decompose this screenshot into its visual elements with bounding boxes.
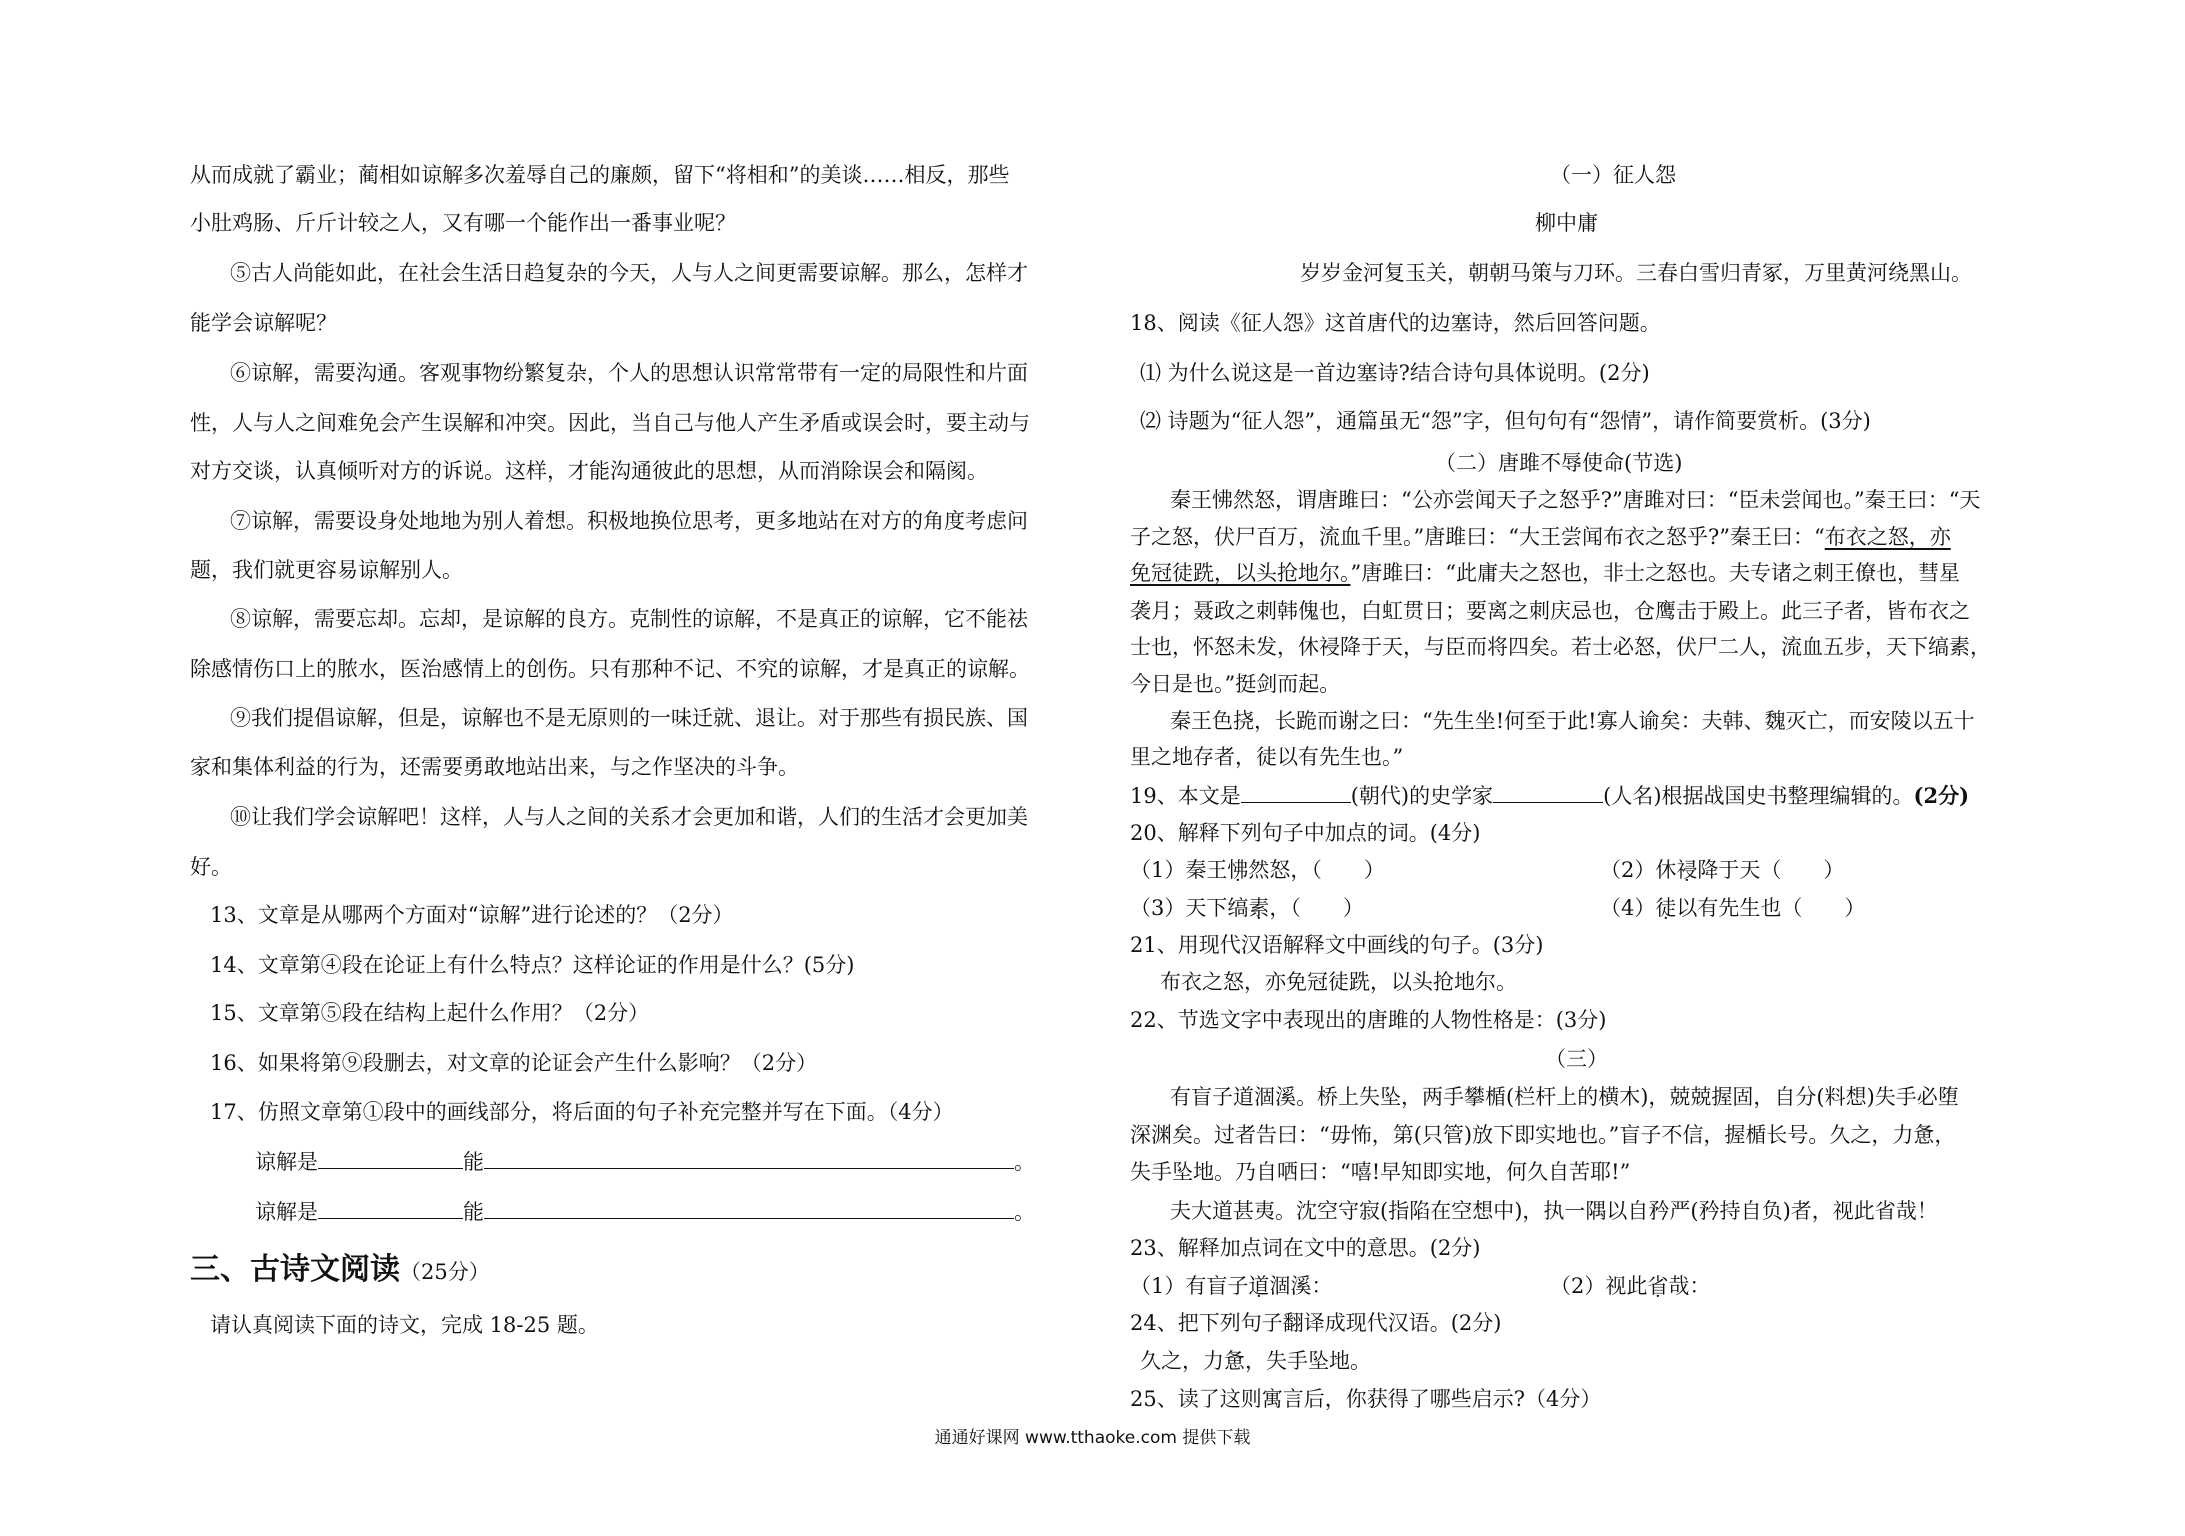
question-20-1	[1130, 855, 1385, 885]
answer-blank[interactable]	[318, 1196, 463, 1219]
para-9-line: 家和集体利益的行为，还需要勇敢地站出来，与之作坚决的斗争。	[190, 755, 799, 779]
question-19-score: (2分)	[1913, 783, 1969, 808]
question-18-2: ⑵ 诗题为“征人怨”，通篇虽无“怨”字，但句句有“怨情”，请作简要赏析。(3分)	[1140, 409, 1871, 433]
question-20: 20、解释下列句子中加点的词。(4分)	[1130, 821, 1481, 845]
para-10-line: ⑩让我们学会谅解吧！这样，人与人之间的关系才会更加和谐，人们的生活才会更加美	[230, 805, 1028, 829]
dotted-word: 素	[1248, 896, 1270, 920]
text-3-line: 有盲子道涸溪。桥上失坠，两手攀楯(栏杆上的横木)，兢兢握固，自分(料想)失手必堕	[1170, 1085, 1959, 1109]
dotted-word: 怫	[1227, 858, 1249, 882]
text-2-title: （二）唐雎不辱使命(节选)	[1435, 451, 1683, 475]
text-3-line: 深渊矣。过者告曰：“毋怖，第(只管)放下即实地也。”盲子不信，握楯长号。久之，力惫，	[1130, 1123, 1956, 1147]
question-18: 18、阅读《征人怨》这首唐代的边塞诗，然后回答问题。	[1130, 311, 1661, 335]
text-2-line	[1130, 558, 1960, 588]
para-6-line: 性，人与人之间难免会产生误解和冲突。因此，当自己与他人产生矛盾或误会时，要主动与	[190, 411, 1030, 435]
text-2-line: 今日是也。”挺剑而起。	[1130, 672, 1341, 696]
section-3-heading	[190, 1250, 490, 1292]
underlined-sentence: 布衣之怒，亦	[1824, 525, 1951, 549]
q20-text: （1）秦王	[1130, 858, 1228, 882]
answer-blank[interactable]	[1493, 780, 1603, 803]
question-14: 14、文章第④段在论证上有什么特点？这样论证的作用是什么？(5分)	[210, 953, 855, 977]
para-7-line: 题，我们就更容易谅解别人。	[190, 558, 463, 582]
question-24: 24、把下列句子翻译成现代汉语。(2分)	[1130, 1311, 1502, 1335]
text-2-segment: ”唐雎曰：“此庸夫之怒也，非士之怒也。夫专诸之刺王僚也，彗星	[1350, 561, 1960, 585]
question-20-3	[1130, 893, 1364, 923]
section-3-instruction: 请认真阅读下面的诗文，完成 18-25 题。	[210, 1313, 599, 1337]
question-23: 23、解释加点词在文中的意思。(2分)	[1130, 1236, 1481, 1260]
q23-text: 涸溪：	[1269, 1274, 1333, 1298]
question-19-text: 19、本文是	[1130, 784, 1241, 808]
page-footer: 通通好课网 www.tthaoke.com 提供下载	[934, 1428, 1251, 1448]
answer-blank[interactable]	[318, 1146, 463, 1169]
fill-line-2	[255, 1196, 1035, 1227]
q20-text: （2）休	[1600, 858, 1677, 882]
fill-label: 谅解是	[255, 1200, 318, 1224]
q23-text: （2）视此	[1550, 1274, 1648, 1298]
underlined-sentence: 免冠徒跣，以头抢地尔。	[1130, 561, 1351, 585]
fill-label: 能	[463, 1150, 484, 1174]
q20-text: 然怒，（ ）	[1248, 858, 1385, 882]
para-8-line: ⑧谅解，需要忘却。忘却，是谅解的良方。克制性的谅解，不是真正的谅解，它不能祛	[230, 607, 1028, 631]
dotted-word: 省	[1647, 1274, 1669, 1298]
fill-end: 。	[1014, 1200, 1035, 1224]
q20-text: 以有先生也（ ）	[1676, 896, 1866, 920]
question-20-4	[1600, 893, 1865, 923]
q23-text: 哉：	[1668, 1274, 1711, 1298]
answer-blank[interactable]	[484, 1146, 1014, 1169]
answer-blank[interactable]	[1241, 780, 1351, 803]
para-10-line: 好。	[190, 855, 232, 879]
question-21-text: 布衣之怒，亦免冠徒跣，以头抢地尔。	[1160, 970, 1517, 994]
text-2-line: 秦王怫然怒，谓唐雎曰：“公亦尝闻天子之怒乎?”唐雎对曰：“臣未尝闻也。”秦王曰：“天	[1170, 488, 1981, 512]
poem-author: 柳中庸	[1535, 211, 1598, 235]
question-18-1: ⑴ 为什么说这是一首边塞诗?结合诗句具体说明。(2分)	[1140, 361, 1650, 385]
fill-label: 谅解是	[255, 1150, 318, 1174]
question-21: 21、用现代汉语解释文中画线的句子。(3分)	[1130, 933, 1544, 957]
text-2-line: 袭月；聂政之刺韩傀也，白虹贯日；要离之刺庆忌也，仓鹰击于殿上。此三子者，皆布衣之	[1130, 599, 1970, 623]
text-3-line: 夫大道甚夷。沈空守寂(指陷在空想中)，执一隅以自矜严(矜持自负)者，视此省哉！	[1170, 1199, 1938, 1223]
question-19	[1130, 780, 1969, 811]
para-5-line: ⑤古人尚能如此，在社会生活日趋复杂的今天，人与人之间更需要谅解。那么，怎样才	[230, 261, 1028, 285]
question-22: 22、节选文字中表现出的唐雎的人物性格是：(3分)	[1130, 1008, 1607, 1032]
q20-text: 降于天（ ）	[1697, 858, 1845, 882]
section-3-title: 三、古诗文阅读	[190, 1252, 400, 1287]
question-23-2	[1550, 1271, 1710, 1301]
q20-text: ，（ ）	[1269, 896, 1364, 920]
text-2-line: 秦王色挠，长跪而谢之曰：“先生坐!何至于此!寡人谕矣：夫韩、魏灭亡，而安陵以五十	[1170, 709, 1975, 733]
section-3-score: （25分）	[400, 1260, 490, 1284]
question-19-text: (朝代)的史学家	[1350, 784, 1494, 808]
para-5-line: 能学会谅解呢？	[190, 311, 337, 335]
question-19-text: (人名)根据战国史书整理编辑的。	[1603, 784, 1914, 808]
dotted-word: 祲	[1676, 858, 1698, 882]
question-25: 25、读了这则寓言后，你获得了哪些启示?（4分）	[1130, 1387, 1602, 1411]
q20-text: （3）天下缟	[1130, 896, 1249, 920]
question-16: 16、如果将第⑨段删去，对文章的论证会产生什么影响？（2分）	[210, 1051, 818, 1075]
fill-line-1	[255, 1146, 1035, 1177]
question-15: 15、文章第⑤段在结构上起什么作用？（2分）	[210, 1001, 650, 1025]
poem-title: （一）征人怨	[1550, 163, 1676, 187]
para-6-line: 对方交谈，认真倾听对方的诉说。这样，才能沟通彼此的思想，从而消除误会和隔阂。	[190, 459, 988, 483]
question-24-text: 久之，力惫，失手坠地。	[1140, 1349, 1371, 1373]
para-6-line: ⑥谅解，需要沟通。客观事物纷繁复杂，个人的思想认识常常带有一定的局限性和片面	[230, 361, 1028, 385]
q20-text: （4）	[1600, 896, 1656, 920]
question-13: 13、文章是从哪两个方面对“谅解”进行论述的？（2分）	[210, 903, 734, 927]
text-2-line: 士也，怀怒未发，休祲降于天，与臣而将四矣。若士必怒，伏尸二人，流血五步，天下缟素，	[1130, 635, 1991, 659]
dotted-word: 道	[1248, 1274, 1270, 1298]
question-20-2	[1600, 855, 1844, 885]
poem-text: 岁岁金河复玉关，朝朝马策与刀环。三春白雪归青冢，万里黄河绕黑山。	[1300, 261, 1972, 285]
text-2-line	[1130, 522, 1951, 552]
text-3-line: 失手坠地。乃自哂曰：“嘻!早知即实地，何久自苦耶!”	[1130, 1160, 1631, 1184]
fill-label: 能	[463, 1200, 484, 1224]
dotted-word: 徒	[1655, 896, 1677, 920]
fill-end: 。	[1014, 1150, 1035, 1174]
para-9-line: ⑨我们提倡谅解，但是，谅解也不是无原则的一味迁就、退让。对于那些有损民族、国	[230, 706, 1028, 730]
text-2-segment: 子之怒，伏尸百万，流血千里。”唐雎曰：“大王尝闻布衣之怒乎?”秦王曰：“	[1130, 525, 1825, 549]
para-continuation-line: 从而成就了霸业；蔺相如谅解多次羞辱自己的廉颇，留下“将相和”的美谈……相反，那些	[190, 163, 1010, 187]
question-17: 17、仿照文章第①段中的画线部分，将后面的句子补充完整并写在下面。（4分）	[210, 1100, 954, 1124]
question-23-1	[1130, 1271, 1332, 1301]
text-3-title: （三）	[1545, 1047, 1608, 1071]
para-8-line: 除感情伤口上的脓水，医治感情上的创伤。只有那种不记、不究的谅解，才是真正的谅解。	[190, 657, 1030, 681]
q23-text: （1）有盲子	[1130, 1274, 1249, 1298]
para-7-line: ⑦谅解，需要设身处地地为别人着想。积极地换位思考，更多地站在对方的角度考虑问	[230, 509, 1028, 533]
para-continuation-line: 小肚鸡肠、斤斤计较之人，又有哪一个能作出一番事业呢？	[190, 211, 736, 235]
answer-blank[interactable]	[484, 1196, 1014, 1219]
text-2-line: 里之地存者，徒以有先生也。”	[1130, 745, 1404, 769]
